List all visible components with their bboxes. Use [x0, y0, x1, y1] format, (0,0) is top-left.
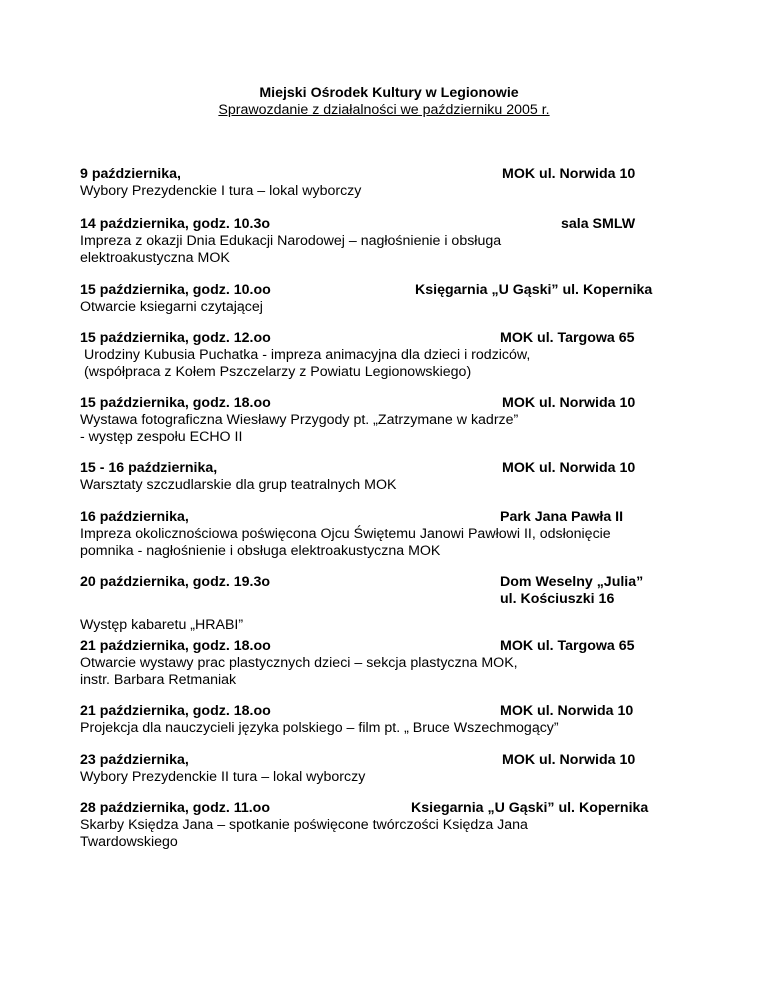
event-date: 21 października, godz. 18.oo	[80, 703, 271, 719]
event-date: 28 października, godz. 11.oo	[80, 800, 271, 816]
event-description: Urodziny Kubusia Puchatka - impreza animacyjna dla dzieci i rodziców,	[84, 347, 531, 363]
event-place: MOK ul. Norwida 10	[500, 703, 634, 719]
event-date: 23 października,	[80, 752, 189, 768]
event-date: 14 października, godz. 10.3o	[80, 216, 271, 232]
event-date: 9 października,	[80, 166, 181, 182]
event-description: Występ kabaretu „HRABI”	[80, 617, 244, 633]
event-description: Twardowskiego	[80, 834, 178, 850]
event-entry	[80, 509, 700, 560]
event-place: sala SMLW	[561, 216, 636, 232]
event-description: Wybory Prezydenckie I tura – lokal wyborczy	[80, 183, 362, 199]
event-entry	[80, 574, 700, 634]
event-description: Otwarcie wystawy prac plastycznych dzieci – sekcja plastyczna MOK,	[80, 655, 518, 671]
event-description: Projekcja dla nauczycieli języka polskiego – film pt. „ Bruce Wszechmogący”	[80, 720, 559, 736]
event-place: Park Jana Pawła II	[500, 509, 624, 525]
event-entry	[80, 703, 700, 737]
event-place: MOK ul. Targowa 65	[500, 330, 635, 346]
event-place: Dom Weselny „Julia”	[500, 574, 644, 590]
event-description: instr. Barbara Retmaniak	[80, 672, 237, 688]
document-header	[0, 85, 768, 119]
event-description: Impreza z okazji Dnia Edukacji Narodowej – nagłośnienie i obsługa	[80, 233, 502, 249]
event-description: Warsztaty szczudlarskie dla grup teatralnych MOK	[80, 477, 397, 493]
event-entry	[80, 395, 700, 446]
event-entry	[80, 638, 700, 689]
event-place: MOK ul. Norwida 10	[502, 166, 636, 182]
event-place: MOK ul. Norwida 10	[502, 752, 636, 768]
event-entry	[80, 216, 700, 267]
event-date: 16 października,	[80, 509, 189, 525]
event-date: 20 października, godz. 19.3o	[80, 574, 271, 590]
event-place: Księgarnia „U Gąski” ul. Kopernika	[415, 282, 653, 298]
event-description: Wystawa fotograficzna Wiesławy Przygody pt. „Zatrzymane w kadrze”	[80, 412, 519, 428]
event-date: 15 - 16 października,	[80, 460, 218, 476]
document-subtitle: Sprawozdanie z działalności we październiku 2005 r.	[218, 102, 550, 118]
event-description: Skarby Księdza Jana – spotkanie poświęcone twórczości Księdza Jana	[80, 817, 528, 833]
event-entry	[80, 282, 700, 316]
event-entry	[80, 166, 700, 200]
document-title: Miejski Ośrodek Kultury w Legionowie	[259, 85, 519, 101]
event-description: Wybory Prezydenckie II tura – lokal wyborczy	[80, 769, 366, 785]
event-description: Impreza okolicznościowa poświęcona Ojcu Świętemu Janowi Pawłowi II, odsłonięcie	[80, 526, 611, 542]
event-place: MOK ul. Targowa 65	[500, 638, 635, 654]
event-place: Ksiegarnia „U Gąski” ul. Kopernika	[411, 800, 649, 816]
event-description: (współpraca z Kołem Pszczelarzy z Powiatu Legionowskiego)	[84, 364, 472, 380]
event-date: 21 października, godz. 18.oo	[80, 638, 271, 654]
event-place-address: ul. Kościuszki 16	[500, 591, 615, 607]
event-date: 15 października, godz. 10.oo	[80, 282, 271, 298]
event-description: Otwarcie ksiegarni czytającej	[80, 299, 263, 315]
event-place: MOK ul. Norwida 10	[502, 395, 636, 411]
event-entry	[80, 752, 700, 786]
event-place: MOK ul. Norwida 10	[502, 460, 636, 476]
event-entry	[80, 800, 700, 851]
event-date: 15 października, godz. 12.oo	[80, 330, 271, 346]
event-description: elektroakustyczna MOK	[80, 250, 230, 266]
event-entry	[80, 460, 700, 494]
event-description: pomnika - nagłośnienie i obsługa elektroakustyczna MOK	[80, 543, 441, 559]
event-description: - występ zespołu ECHO II	[80, 429, 243, 445]
event-entry	[80, 330, 700, 381]
event-date: 15 października, godz. 18.oo	[80, 395, 271, 411]
